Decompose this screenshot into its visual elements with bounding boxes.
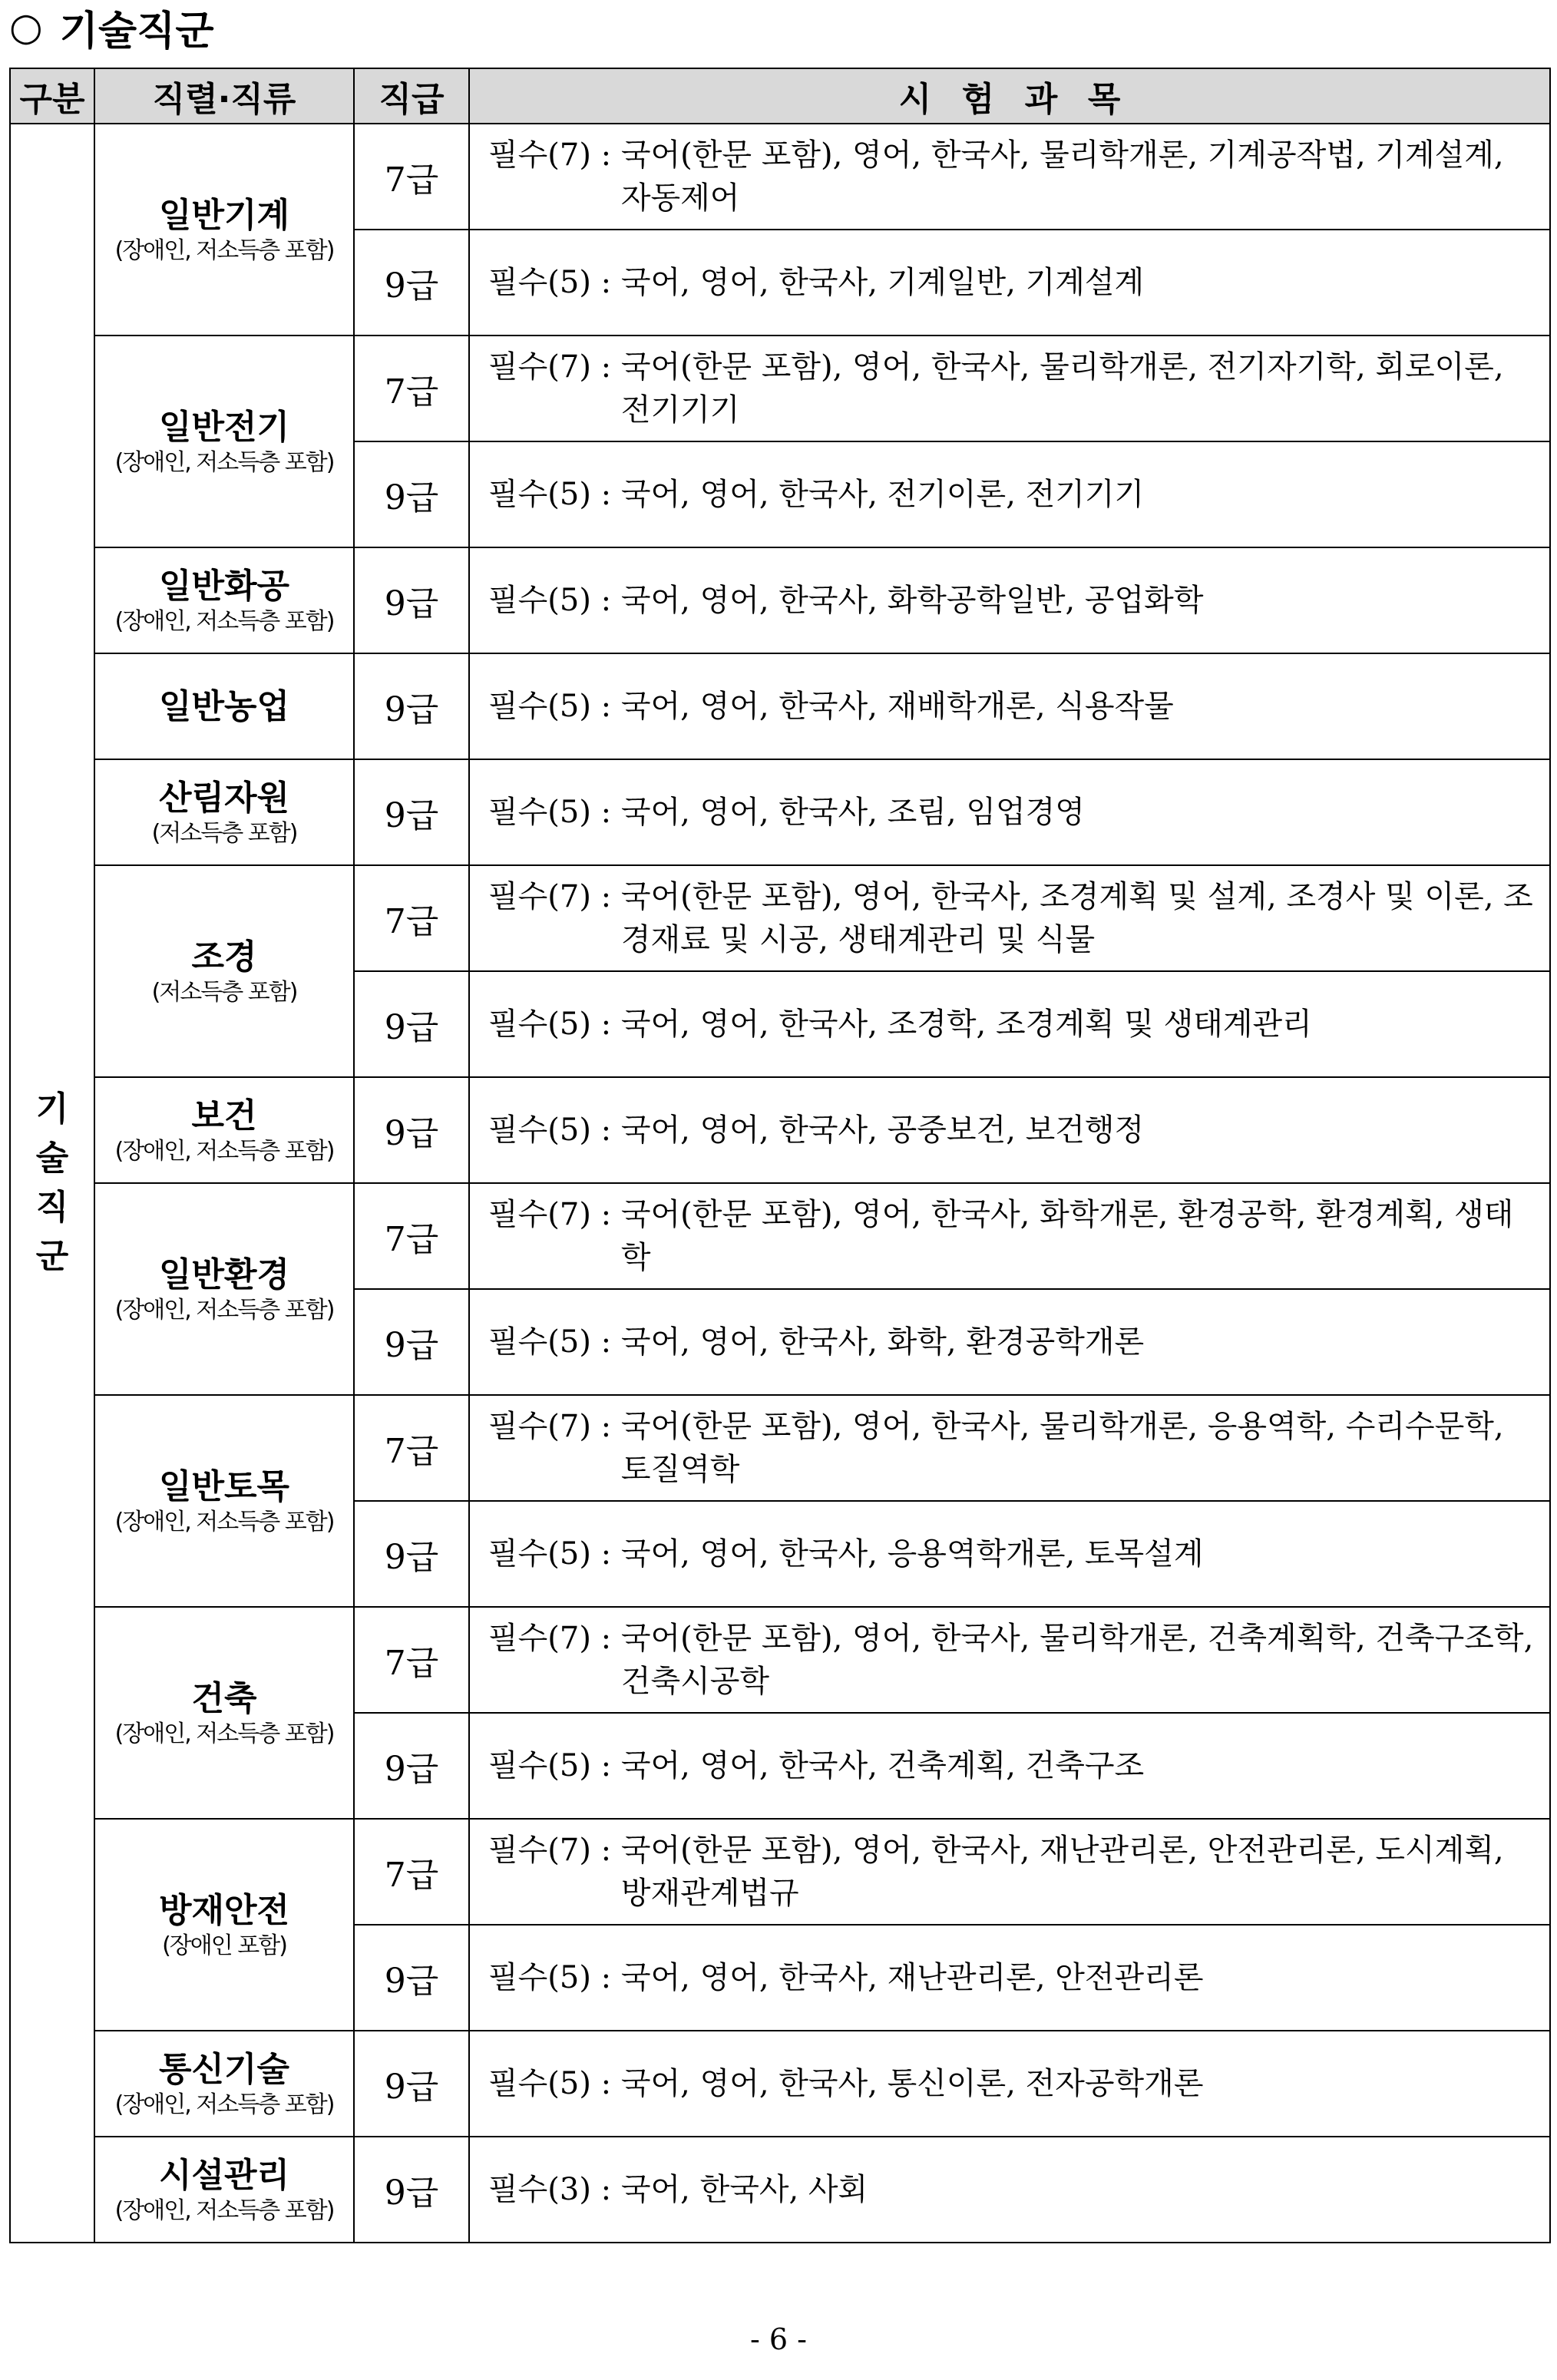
job-note: (저소득층 포함) [151, 978, 297, 1006]
subject-requirement-label: 필수(7) [488, 1621, 591, 1656]
subjects-cell: 필수(7) : 국어(한문 포함), 영어, 한국사, 물리학개론, 전기자기학, 회로이론, 전기기기 [469, 336, 1550, 441]
grade-cell: 9급 [354, 1713, 469, 1819]
grade-cell: 9급 [354, 441, 469, 547]
subject-requirement-label: 필수(7) [488, 349, 591, 385]
subject-list: 국어, 영어, 한국사, 조경학, 조경계획 및 생태계관리 [620, 1007, 1312, 1042]
table-row [10, 865, 1550, 971]
grade-cell: 7급 [354, 1395, 469, 1501]
job-note: (장애인, 저소득층 포함) [114, 1720, 334, 1747]
job-name: 일반환경 [158, 1254, 289, 1294]
job-note: (장애인, 저소득층 포함) [114, 2197, 334, 2224]
table-row [10, 653, 1550, 759]
job-cell [94, 1183, 354, 1395]
subject-list: 국어, 영어, 한국사, 응용역학개론, 토목설계 [620, 1536, 1204, 1572]
subject-list: 국어(한문 포함), 영어, 한국사, 재난관리론, 안전관리론, 도시계획, 방재관계법규 [620, 1833, 1504, 1911]
grade-cell: 7급 [354, 1183, 469, 1289]
subjects-cell: 필수(3) : 국어, 한국사, 사회 [469, 2137, 1550, 2243]
job-name: 일반화공 [158, 566, 289, 606]
grade-cell: 7급 [354, 1819, 469, 1925]
subject-requirement-label: 필수(3) [488, 2172, 591, 2207]
subject-list: 국어(한문 포함), 영어, 한국사, 물리학개론, 응용역학, 수리수문학, 토질역학 [620, 1409, 1504, 1487]
subject-list: 국어, 영어, 한국사, 화학공학일반, 공업화학 [620, 583, 1204, 618]
job-note: (장애인, 저소득층 포함) [114, 2091, 334, 2118]
job-note: (장애인 포함) [162, 1932, 286, 1959]
job-note: (장애인, 저소득층 포함) [114, 448, 334, 476]
subject-list: 국어, 영어, 한국사, 전기이론, 전기기기 [620, 477, 1145, 512]
subject-requirement-label: 필수(7) [488, 137, 591, 173]
job-note: (장애인, 저소득층 포함) [114, 1296, 334, 1324]
subjects-cell: 필수(5) : 국어, 영어, 한국사, 건축계획, 건축구조 [469, 1713, 1550, 1819]
grade-cell: 9급 [354, 547, 469, 653]
subjects-cell: 필수(7) : 국어(한문 포함), 영어, 한국사, 물리학개론, 응용역학, 수리수문학, 토질역학 [469, 1395, 1550, 1501]
subject-list: 국어(한문 포함), 영어, 한국사, 물리학개론, 전기자기학, 회로이론, 전기기기 [620, 349, 1504, 428]
subjects-cell: 필수(5) : 국어, 영어, 한국사, 기계일반, 기계설계 [469, 230, 1550, 336]
job-name: 통신기술 [158, 2049, 289, 2089]
subjects-cell: 필수(5) : 국어, 영어, 한국사, 조경학, 조경계획 및 생태계관리 [469, 971, 1550, 1077]
section-title-text: 기술직군 [59, 8, 214, 55]
subjects-cell: 필수(5) : 국어, 영어, 한국사, 조림, 임업경영 [469, 759, 1550, 865]
table-row [10, 1395, 1550, 1501]
circle-bullet-icon: ○ [9, 5, 43, 49]
subject-list: 국어, 영어, 한국사, 재배학개론, 식용작물 [620, 689, 1174, 724]
table-row [10, 2137, 1550, 2243]
subject-requirement-label: 필수(5) [488, 583, 591, 618]
subject-requirement-label: 필수(7) [488, 879, 591, 914]
header-category: 구분 [10, 68, 94, 124]
subject-requirement-label: 필수(5) [488, 1748, 591, 1783]
subject-list: 국어, 영어, 한국사, 공중보건, 보건행정 [620, 1112, 1145, 1148]
subject-requirement-label: 필수(5) [488, 265, 591, 300]
table-header-row [10, 68, 1550, 124]
subjects-cell: 필수(5) : 국어, 영어, 한국사, 화학, 환경공학개론 [469, 1289, 1550, 1395]
subject-requirement-label: 필수(5) [488, 795, 591, 830]
page-number: - 6 - [749, 2322, 807, 2356]
subjects-cell: 필수(7) : 국어(한문 포함), 영어, 한국사, 물리학개론, 건축계획학, 건축구조학, 건축시공학 [469, 1607, 1550, 1713]
subject-list: 국어(한문 포함), 영어, 한국사, 화학개론, 환경공학, 환경계획, 생태학 [620, 1197, 1514, 1275]
job-cell [94, 1077, 354, 1183]
job-name: 일반농업 [158, 686, 289, 726]
subject-list: 국어(한문 포함), 영어, 한국사, 물리학개론, 건축계획학, 건축구조학, 건축시공학 [620, 1621, 1534, 1699]
grade-cell: 9급 [354, 653, 469, 759]
subject-requirement-label: 필수(5) [488, 689, 591, 724]
subjects-cell: 필수(5) : 국어, 영어, 한국사, 재난관리론, 안전관리론 [469, 1925, 1550, 2031]
job-cell [94, 2031, 354, 2137]
job-name: 일반토목 [158, 1466, 289, 1506]
subjects-cell: 필수(7) : 국어(한문 포함), 영어, 한국사, 조경계획 및 설계, 조경사 및 이론, 조경재료 및 시공, 생태계관리 및 식물 [469, 865, 1550, 971]
header-grade: 직급 [354, 68, 469, 124]
table-row [10, 1077, 1550, 1183]
job-note: (저소득층 포함) [151, 819, 297, 847]
table-row [10, 2031, 1550, 2137]
subject-list: 국어, 영어, 한국사, 기계일반, 기계설계 [620, 265, 1145, 300]
job-cell [94, 124, 354, 336]
subjects-cell: 필수(5) : 국어, 영어, 한국사, 재배학개론, 식용작물 [469, 653, 1550, 759]
subject-requirement-label: 필수(7) [488, 1197, 591, 1232]
job-name: 산림자원 [158, 778, 289, 818]
exam-subjects-table [9, 68, 1551, 2243]
grade-cell: 9급 [354, 2137, 469, 2243]
job-cell [94, 547, 354, 653]
subjects-cell: 필수(5) : 국어, 영어, 한국사, 통신이론, 전자공학개론 [469, 2031, 1550, 2137]
section-title [9, 0, 214, 54]
subject-requirement-label: 필수(5) [488, 1112, 591, 1148]
subject-list: 국어, 영어, 한국사, 건축계획, 건축구조 [620, 1748, 1145, 1783]
subject-list: 국어, 영어, 한국사, 통신이론, 전자공학개론 [620, 2066, 1204, 2101]
table-row [10, 1819, 1550, 1925]
table-row [10, 1183, 1550, 1289]
subjects-cell: 필수(7) : 국어(한문 포함), 영어, 한국사, 화학개론, 환경공학, 환경계획, 생태학 [469, 1183, 1550, 1289]
table-row [10, 1607, 1550, 1713]
subjects-cell: 필수(7) : 국어(한문 포함), 영어, 한국사, 재난관리론, 안전관리론, 도시계획, 방재관계법규 [469, 1819, 1550, 1925]
table-body [10, 124, 1550, 2243]
subject-requirement-label: 필수(5) [488, 1007, 591, 1042]
subject-list: 국어, 한국사, 사회 [620, 2172, 868, 2207]
subject-requirement-label: 필수(5) [488, 1960, 591, 1995]
job-note: (장애인, 저소득층 포함) [114, 1508, 334, 1535]
header-job: 직렬·직류 [94, 68, 354, 124]
grade-cell: 7급 [354, 1607, 469, 1713]
subject-requirement-label: 필수(5) [488, 477, 591, 512]
header-subjects: 시험과목 [469, 68, 1550, 124]
grade-cell: 9급 [354, 1501, 469, 1607]
category-label: 기술직군 [35, 1089, 69, 1276]
table-row [10, 336, 1550, 441]
subject-requirement-label: 필수(5) [488, 1536, 591, 1572]
subject-list: 국어(한문 포함), 영어, 한국사, 물리학개론, 기계공작법, 기계설계, 자동제어 [620, 137, 1504, 216]
subjects-cell: 필수(5) : 국어, 영어, 한국사, 전기이론, 전기기기 [469, 441, 1550, 547]
subjects-cell: 필수(5) : 국어, 영어, 한국사, 화학공학일반, 공업화학 [469, 547, 1550, 653]
job-cell [94, 2137, 354, 2243]
subject-requirement-label: 필수(7) [488, 1833, 591, 1868]
table-row [10, 547, 1550, 653]
subjects-cell: 필수(5) : 국어, 영어, 한국사, 응용역학개론, 토목설계 [469, 1501, 1550, 1607]
job-name: 조경 [191, 937, 257, 977]
job-name: 건축 [191, 1678, 257, 1718]
job-name: 일반전기 [158, 407, 289, 447]
job-note: (장애인, 저소득층 포함) [114, 607, 334, 635]
job-cell [94, 336, 354, 547]
job-cell [94, 865, 354, 1077]
job-name: 방재안전 [158, 1890, 289, 1930]
grade-cell: 7급 [354, 336, 469, 441]
grade-cell: 9급 [354, 1289, 469, 1395]
subjects-cell: 필수(7) : 국어(한문 포함), 영어, 한국사, 물리학개론, 기계공작법, 기계설계, 자동제어 [469, 124, 1550, 230]
subject-requirement-label: 필수(7) [488, 1409, 591, 1444]
subject-list: 국어(한문 포함), 영어, 한국사, 조경계획 및 설계, 조경사 및 이론, 조경재료 및 시공, 생태계관리 및 식물 [620, 879, 1533, 957]
grade-cell: 9급 [354, 2031, 469, 2137]
category-cell [10, 124, 94, 2243]
job-cell [94, 653, 354, 759]
subject-requirement-label: 필수(5) [488, 1324, 591, 1360]
job-name: 시설관리 [158, 2155, 289, 2195]
job-cell [94, 1607, 354, 1819]
table-row [10, 124, 1550, 230]
job-cell [94, 759, 354, 865]
grade-cell: 7급 [354, 865, 469, 971]
grade-cell: 9급 [354, 230, 469, 336]
grade-cell: 7급 [354, 124, 469, 230]
job-note: (장애인, 저소득층 포함) [114, 236, 334, 264]
subject-list: 국어, 영어, 한국사, 화학, 환경공학개론 [620, 1324, 1145, 1360]
subject-list: 국어, 영어, 한국사, 조림, 임업경영 [620, 795, 1085, 830]
job-name: 보건 [191, 1096, 257, 1135]
grade-cell: 9급 [354, 1077, 469, 1183]
job-cell [94, 1395, 354, 1607]
job-cell [94, 1819, 354, 2031]
subject-requirement-label: 필수(5) [488, 2066, 591, 2101]
subject-list: 국어, 영어, 한국사, 재난관리론, 안전관리론 [620, 1960, 1204, 1995]
grade-cell: 9급 [354, 971, 469, 1077]
subjects-cell: 필수(5) : 국어, 영어, 한국사, 공중보건, 보건행정 [469, 1077, 1550, 1183]
grade-cell: 9급 [354, 759, 469, 865]
job-note: (장애인, 저소득층 포함) [114, 1137, 334, 1165]
job-name: 일반기계 [158, 195, 289, 235]
grade-cell: 9급 [354, 1925, 469, 2031]
table-row [10, 759, 1550, 865]
